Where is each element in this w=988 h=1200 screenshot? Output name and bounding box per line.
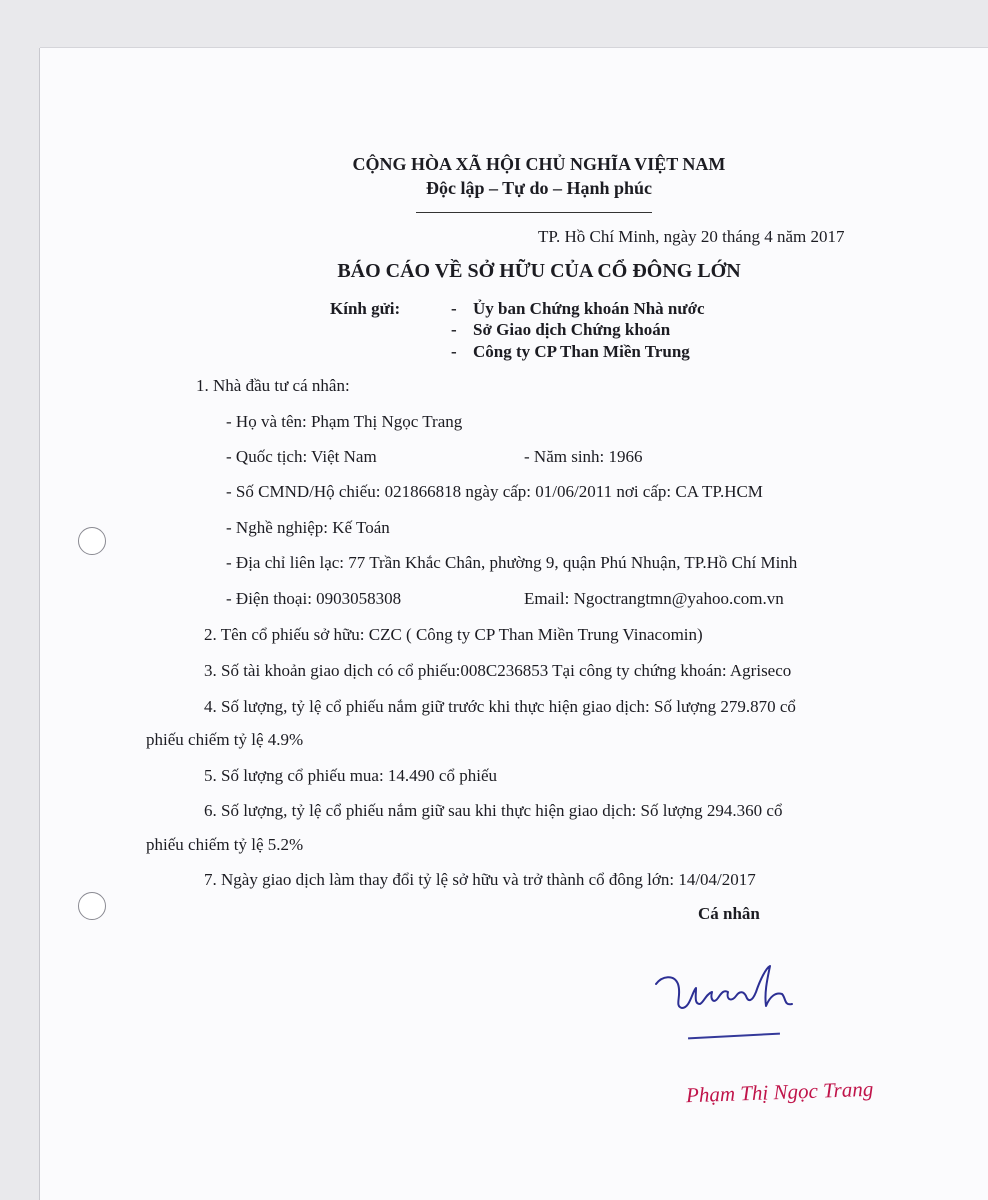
item-7-date: 7. Ngày giao dịch làm thay đổi tỷ lệ sở hữu và trở thành cổ đông lớn: 14/04/2017	[204, 870, 756, 889]
item-2-stock-name: 2. Tên cổ phiếu sở hữu: CZC ( Công ty CP Than Miền Trung Vinacomin)	[204, 625, 703, 644]
recipient-item: - Sở Giao dịch Chứng khoán	[451, 320, 671, 339]
country-name: CỘNG HÒA XÃ HỘI CHỦ NGHĨA VIỆT NAM	[352, 154, 726, 174]
item-5-purchased: 5. Số lượng cổ phiếu mua: 14.490 cổ phiếu	[204, 766, 498, 785]
handwritten-name: Phạm Thị Ngọc Trang	[685, 1076, 874, 1108]
investor-email: Email: Ngoctrangtmn@yahoo.com.vn	[524, 589, 784, 608]
handwritten-signature	[652, 962, 812, 1024]
item-4-before-cont: phiếu chiếm tỷ lệ 4.9%	[146, 730, 304, 749]
investor-address: - Địa chỉ liên lạc: 77 Trần Khắc Chân, phường 9, quận Phú Nhuận, TP.Hồ Chí Minh	[226, 553, 798, 572]
place-date: TP. Hồ Chí Minh, ngày 20 tháng 4 năm 2017	[538, 227, 845, 246]
investor-birth-year: - Năm sinh: 1966	[524, 447, 643, 466]
section-investor-heading: 1. Nhà đầu tư cá nhân:	[196, 376, 350, 395]
item-6-after-cont: phiếu chiếm tỷ lệ 5.2%	[146, 835, 304, 854]
national-motto: Độc lập – Tự do – Hạnh phúc	[425, 178, 653, 198]
document-title: BÁO CÁO VỀ SỞ HỮU CỦA CỔ ĐÔNG LỚN	[337, 260, 741, 282]
investor-nationality: - Quốc tịch: Việt Nam	[226, 447, 377, 466]
punch-hole	[78, 892, 106, 920]
signature-label: Cá nhân	[698, 904, 760, 923]
document-page	[40, 48, 988, 1200]
investor-id: - Số CMND/Hộ chiếu: 021866818 ngày cấp: 01/06/2011 nơi cấp: CA TP.HCM	[226, 482, 763, 501]
recipient-item: - Ủy ban Chứng khoán Nhà nước	[451, 299, 705, 318]
recipient-item: - Công ty CP Than Miền Trung	[451, 342, 690, 361]
header-underline	[416, 212, 652, 213]
investor-phone: - Điện thoại: 0903058308	[226, 589, 402, 608]
punch-hole	[78, 527, 106, 555]
item-4-before: 4. Số lượng, tỷ lệ cổ phiếu nắm giữ trước khi thực hiện giao dịch: Số lượng 279.870 cổ	[204, 697, 796, 716]
investor-name: - Họ và tên: Phạm Thị Ngọc Trang	[226, 412, 463, 431]
investor-occupation: - Nghề nghiệp: Kế Toán	[226, 518, 390, 537]
item-3-account: 3. Số tài khoản giao dịch có cổ phiếu:008C236853 Tại công ty chứng khoán: Agriseco	[204, 661, 792, 680]
recipients-label: Kính gửi:	[330, 299, 401, 318]
item-6-after: 6. Số lượng, tỷ lệ cổ phiếu nắm giữ sau khi thực hiện giao dịch: Số lượng 294.360 cổ	[204, 801, 783, 820]
